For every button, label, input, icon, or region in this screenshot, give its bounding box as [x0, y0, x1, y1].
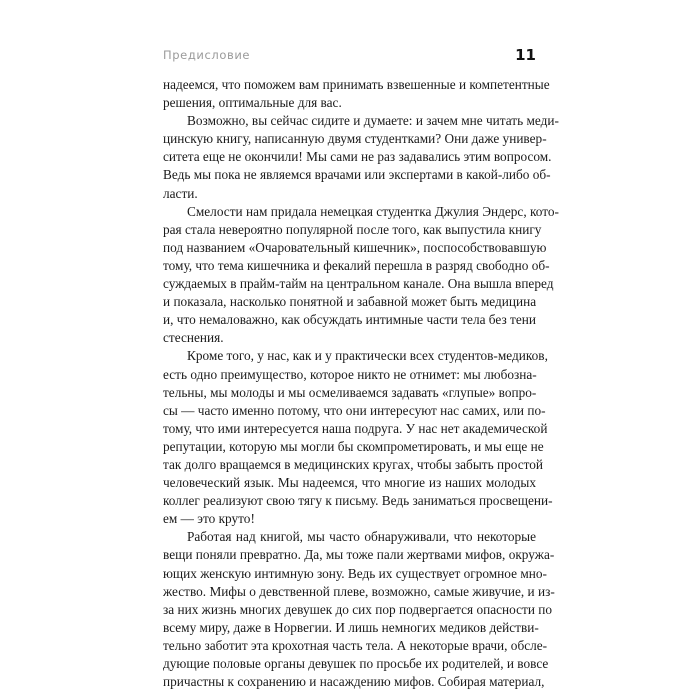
text-line: коллег реализуют свою тягу к письму. Ведь заниматься просвещени-	[163, 493, 553, 509]
text-line: стеснения.	[163, 330, 224, 346]
body-text	[163, 76, 559, 691]
text-line: под названием «Очаровательный кишечник», поспособствовавшую	[163, 239, 547, 255]
text-line: надеемся, что поможем вам принимать взвешенные и компетентные	[163, 77, 550, 92]
text-line: тельны, мы молоды и мы осмеливаемся задавать «глупые» вопро-	[163, 384, 537, 400]
text-line: есть одно преимущество, которое никто не отнимет: мы любозна-	[163, 366, 537, 382]
running-head-section-title: Предисловие	[163, 48, 251, 62]
text-line: и показала, насколько понятной и забавной может быть медицина	[163, 294, 537, 310]
page-number: 11	[515, 46, 536, 64]
text-line: тому, что ими интересуется наша подруга. У нас нет академической	[163, 420, 548, 436]
text-line: Ведь мы пока не являемся врачами или экспертами в какой-либо об-	[163, 167, 551, 183]
text-line: решения, оптимальные для вас.	[163, 95, 342, 111]
text-line: ласти.	[163, 185, 198, 201]
text-line: так долго вращаемся в медицинских кругах, чтобы забыть простой	[163, 456, 544, 472]
text-line: Смелости нам придала немецкая студентка Джулия Эндерс, кото-	[187, 203, 559, 219]
text-line: и, что немаловажно, как обсуждать интимные части тела без тени	[163, 312, 536, 328]
text-line: тельно заботит эта крохотная часть тела. А некоторые врачи, обсле-	[163, 637, 548, 653]
text-line: вещи поняли превратно. Да, мы тоже пали жертвами мифов, окружа-	[163, 547, 555, 563]
text-line: жество. Мифы о девственной плеве, возможно, самые живучие, и из-	[163, 583, 555, 599]
text-line: дующие половые органы девушек по просьбе их родителей, и вовсе	[163, 656, 549, 671]
text-line: всему миру, даже в Норвегии. И лишь немногих медиков действи-	[163, 619, 539, 635]
text-line: суждаемых в прайм-тайм на центральном канале. Она вышла вперед	[163, 276, 554, 292]
text-line: ем — это круто!	[163, 511, 255, 527]
text-line: репутации, которую мы могли бы скомпрометировать, и мы еще не	[163, 438, 544, 454]
text-line: Кроме того, у нас, как и у практически всех студентов-медиков,	[187, 348, 548, 364]
text-line: причастны к сохранению и насаждению мифов. Собирая материал,	[163, 674, 545, 690]
text-line: сы — часто именно потому, что они интересуют нас самих, или по-	[163, 402, 546, 418]
text-line: ситета еще не окончили! Мы сами не раз задавались этим вопросом.	[163, 149, 552, 165]
text-line: человеческий язык. Мы надеемся, что многие из наших молодых	[163, 475, 536, 491]
text-line: ющих женскую интимную зону. Ведь их существует огромное мно-	[163, 565, 547, 581]
text-line: Работая над книгой, мы часто обнаруживали, что некоторые	[187, 529, 536, 545]
text-line: тому, что тема кишечника и фекалий перешла в разряд свободно об-	[163, 257, 550, 273]
page-header	[163, 46, 536, 66]
text-line: цинскую книгу, написанную двумя студентками? Они даже универ-	[163, 131, 547, 147]
text-line: Возможно, вы сейчас сидите и думаете: и зачем мне читать меди-	[187, 113, 559, 129]
text-line: рая стала невероятно популярной после того, как выпустила книгу	[163, 221, 542, 237]
text-line: за них жизнь многих девушек до сих пор подвергается опасности по	[163, 601, 553, 617]
